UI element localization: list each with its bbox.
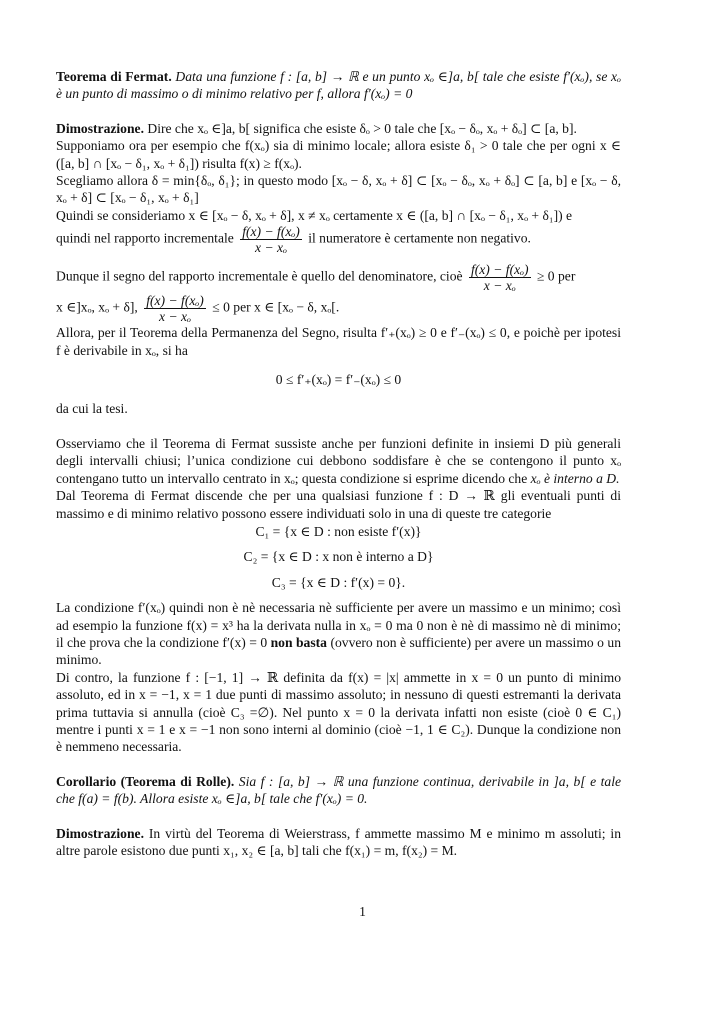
proof-line-3: Scegliamo allora δ = min{δₒ, δ₁}; in questo modo [xₒ − δ, xₒ + δ] ⊂ [xₒ − δₒ, xₒ + δₒ] ⊂ [a, b] e [xₒ − δ, xₒ + δ] ⊂ [xₒ − δ₁, xₒ + δ₁] [56,173,621,206]
proof-line-6: Dunque il segno del rapporto incrementale è quello del denominatore, cioè $\frac{\text{f(x) − f(xₒ)}}{\text{x − xₒ}}$ ≥ 0 per [56,262,576,294]
proof-title: Dimostrazione. [56,120,144,136]
proof-line-1 [56,120,621,137]
incremental-ratio-fraction-3: $\frac{\text{f(x) − f(xₒ)}}{\text{x − xₒ}}$ [146,293,204,325]
remark-paragraph-2: Dal Teorema di Fermat discende che per una qualsiasi funzione f : D → ℝ gli eventuali punti di massimo e di minimo relativo possono essere individuati solo in una di queste tre categorie [56,488,621,521]
rolle-statement: Sia f : [a, b] → ℝ una funzione continua, derivabile in ]a, b[ e tale che f(a) = f(b). Allora esiste xₒ ∈]a, b[ tale che f′(xₒ) = 0. [56,773,622,807]
rolle-proof-title: Dimostrazione. [56,825,144,841]
incremental-ratio-fraction-2: $\frac{\text{f(x) − f(xₒ)}}{\text{x − xₒ}}$ [470,262,529,294]
proof-text-1: Dire che xₒ ∈]a, b[ significa che esiste δₒ > 0 tale che [xₒ − δₒ, xₒ + δₒ] ⊂ [a, b]. [147,120,577,136]
proof-line-8: Allora, per il Teorema della Permanenza del Segno, risulta f′₊(xₒ) ≥ 0 e f′₋(xₒ) ≤ 0, e poichè per ipotesi f è derivabile in xₒ, si ha [56,325,621,358]
page-number: 1 [359,904,366,919]
remark-paragraph-3: La condizione f′(xₒ) quindi non è nè necessaria nè sufficiente per avere un massimo e un minimo; così ad esempio la funzione f(x) = x³ ha la derivata nulla in xₒ = 0 ma 0 non è nè di massimo nè di minimo; il che prova che la condizione f′(x) = 0 non basta (ovvero non è sufficiente) per avere un massimo o un minimo. [56,600,622,668]
remark-paragraph-1: Osserviamo che il Teorema di Fermat sussiste anche per funzioni definite in insiemi D più generali degli intervalli chiusi; l’unica condizione cui debbono soddisfare è che se contengono il punto xₒ contengano tutto un intervallo centrato in xₒ; questa condizione si esprime dicendo che xₒ è interno a D. [56,435,621,486]
proof-line-5: quindi nel rapporto incrementale $\frac{\text{f(x) − f(xₒ)}}{\text{x − xₒ}}$ il numeratore è certamente non negativo. [56,224,531,256]
category-c3: C₃ = {x ∈ D : f′(x) = 0}. [271,574,406,590]
fermat-statement: Data una funzione f : [a, b] → ℝ e un punto xₒ ∈]a, b[ tale che esiste f′(xₒ), se xₒ è un punto di massimo o di minimo relativo per f, allora f′(xₒ) = 0 [56,69,621,102]
rolle-proof: Dimostrazione. In virtù del Teorema di Weierstrass, f ammette massimo M e minimo m assoluti; in altre parole esistono due punti x₁, x₂ ∈ [a, b] tali che f(x₁) = m, f(x₂) = M. [56,825,621,858]
rolle-title: Corollario (Teorema di Rolle). [56,773,235,789]
fermat-title: Teorema di Fermat. [56,69,172,84]
rolle-corollary [56,773,621,808]
proof-conclusion: da cui la tesi. [56,401,128,417]
remark-paragraph-4: Di contro, la funzione f : [−1, 1] → ℝ definita da f(x) = |x| ammette in x = 0 un punto di minimo assoluto, ed in x = −1, x = 1 due punti di massimo assoluto; in nessuno di questi estremanti la derivata prima tuttavia si annulla (cioè C₃ =∅). Nel punto x = 0 la derivata infatti non esiste (cioè 0 ∈ C₁) mentre i punti x = 1 e x = −1 non sono interni al dominio (cioè −1, 1 ∈ C₂). Dunque la condizione non è nemmeno necessaria. [56,669,621,755]
fermat-theorem [56,68,621,103]
incremental-ratio-fraction: $\frac{\text{f(x) − f(xₒ)}}{\text{x − xₒ}}$ [242,224,300,256]
display-equation: 0 ≤ f′₊(xₒ) = f′₋(xₒ) ≤ 0 [275,372,402,388]
category-c2: C₂ = {x ∈ D : x non è interno a D} [243,549,434,565]
document-body [56,68,621,859]
proof-line-7: x ∈]xₒ, xₒ + δ], $\frac{\text{f(x) − f(xₒ)}}{\text{x − xₒ}}$ ≤ 0 per x ∈ [xₒ − δ, xₒ[. [56,293,340,325]
proof-line-4: Quindi se consideriamo x ∈ [xₒ − δ, xₒ + δ], x ≠ xₒ certamente x ∈ ([a, b] ∩ [xₒ − δ₁, xₒ + δ₁]) e [56,207,573,223]
category-c1: C₁ = {x ∈ D : non esiste f′(x)} [255,523,422,539]
proof-line-2: Supponiamo ora per esempio che f(xₒ) sia di minimo locale; allora esiste δ₁ > 0 tale che per ogni x ∈ ([a, b] ∩ [xₒ − δ₁, xₒ + δ₁]) risulta f(x) ≥ f(xₒ). [56,138,621,171]
